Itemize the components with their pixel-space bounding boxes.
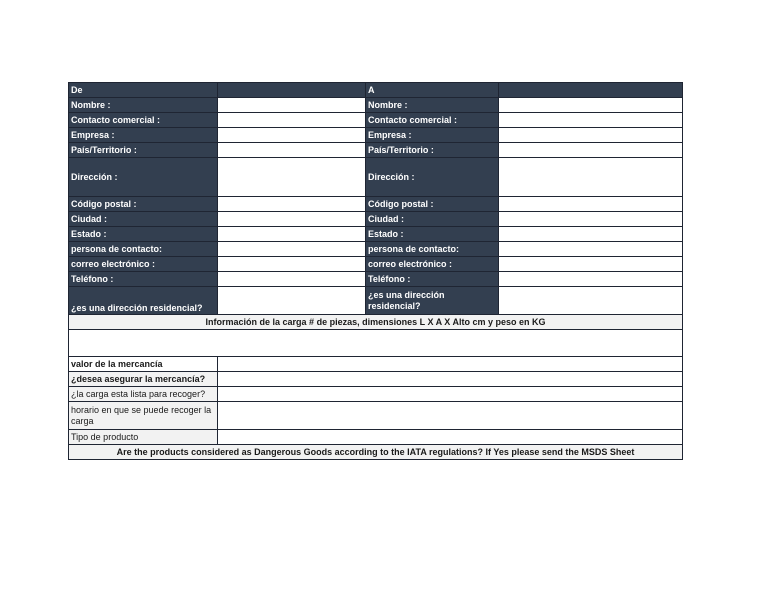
goods-label-pickup-hours: horario en que se puede recoger la carga [69,402,218,430]
dangerous-goods-row [69,445,683,460]
from-label-state: Estado : [69,227,218,242]
from-company-field[interactable] [218,128,366,143]
goods-row [69,430,683,445]
to-contact-person-field[interactable] [499,242,683,257]
shipping-form-table [68,82,683,460]
to-label-commercial-contact: Contacto comercial : [366,113,499,128]
address-row [69,143,683,158]
address-row [69,113,683,128]
from-state-field[interactable] [218,227,366,242]
cargo-info-row [69,315,683,330]
goods-row [69,357,683,372]
to-name-field[interactable] [499,98,683,113]
to-state-field[interactable] [499,227,683,242]
goods-row [69,402,683,430]
from-label-commercial-contact: Contacto comercial : [69,113,218,128]
to-label-postal-code: Código postal : [366,197,499,212]
goods-row [69,372,683,387]
to-header: A [366,83,499,98]
from-commercial-contact-field[interactable] [218,113,366,128]
to-city-field[interactable] [499,212,683,227]
dangerous-goods-note: Are the products considered as Dangerous Goods according to the IATA regulations? If Yes please send the MSDS Sheet [69,445,683,460]
from-country-field[interactable] [218,143,366,158]
to-email-field[interactable] [499,257,683,272]
goods-label-insure: ¿desea asegurar la mercancía? [69,372,218,387]
from-label-email: correo electrónico : [69,257,218,272]
from-label-residential: ¿es una dirección residencial? [69,287,218,315]
address-row [69,272,683,287]
to-label-state: Estado : [366,227,499,242]
from-label-company: Empresa : [69,128,218,143]
address-row [69,98,683,113]
from-address-field[interactable] [218,158,366,197]
from-label-phone: Teléfono : [69,272,218,287]
from-header: De [69,83,218,98]
from-phone-field[interactable] [218,272,366,287]
to-label-city: Ciudad : [366,212,499,227]
address-row [69,242,683,257]
cargo-info-field[interactable] [69,330,683,357]
goods-label-product-type: Tipo de producto [69,430,218,445]
from-residential-field[interactable] [218,287,366,315]
to-header-filler [499,83,683,98]
goods-insure-field[interactable] [218,372,683,387]
header-row [69,83,683,98]
cargo-info-row [69,330,683,357]
from-header-filler [218,83,366,98]
address-row [69,227,683,242]
from-postal-code-field[interactable] [218,197,366,212]
address-row [69,158,683,197]
from-city-field[interactable] [218,212,366,227]
from-label-country: País/Territorio : [69,143,218,158]
address-row [69,257,683,272]
to-company-field[interactable] [499,128,683,143]
goods-row [69,387,683,402]
to-commercial-contact-field[interactable] [499,113,683,128]
address-row [69,128,683,143]
to-address-field[interactable] [499,158,683,197]
from-contact-person-field[interactable] [218,242,366,257]
from-email-field[interactable] [218,257,366,272]
to-postal-code-field[interactable] [499,197,683,212]
from-name-field[interactable] [218,98,366,113]
to-label-address: Dirección : [366,158,499,197]
to-label-email: correo electrónico : [366,257,499,272]
to-residential-field[interactable] [499,287,683,315]
to-label-residential: ¿es una dirección residencial? [366,287,499,315]
from-label-contact-person: persona de contacto: [69,242,218,257]
from-label-name: Nombre : [69,98,218,113]
address-row [69,197,683,212]
goods-pickup-hours-field[interactable] [218,402,683,430]
to-phone-field[interactable] [499,272,683,287]
to-country-field[interactable] [499,143,683,158]
from-label-postal-code: Código postal : [69,197,218,212]
goods-ready-field[interactable] [218,387,683,402]
cargo-info-title: Información de la carga # de piezas, dimensiones L X A X Alto cm y peso en KG [69,315,683,330]
shipping-form [68,82,682,460]
to-label-phone: Teléfono : [366,272,499,287]
to-label-contact-person: persona de contacto: [366,242,499,257]
to-label-company: Empresa : [366,128,499,143]
from-label-address: Dirección : [69,158,218,197]
goods-label-ready: ¿la carga esta lista para recoger? [69,387,218,402]
from-label-city: Ciudad : [69,212,218,227]
goods-label-value: valor de la mercancía [69,357,218,372]
address-row [69,287,683,315]
address-row [69,212,683,227]
goods-product-type-field[interactable] [218,430,683,445]
to-label-country: País/Territorio : [366,143,499,158]
to-label-name: Nombre : [366,98,499,113]
goods-value-field[interactable] [218,357,683,372]
